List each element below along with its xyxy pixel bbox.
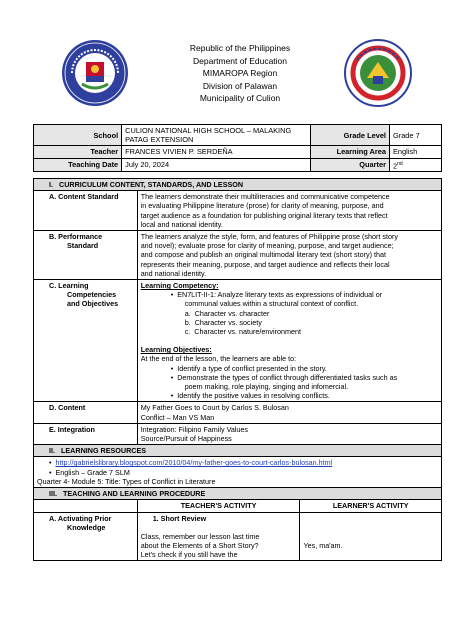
text-line: and national identity.: [140, 268, 207, 278]
conflict-text: Character vs. nature/environment: [194, 327, 301, 337]
objective-item: • Identify the positive values in resolving conflicts.: [170, 391, 330, 401]
text-line: and compose and publish an original multimodal literary text (short story) that: [140, 250, 386, 260]
competencies-label: [34, 280, 138, 402]
resources-list: [34, 457, 442, 488]
competency-line: • EN7LIT-II-1: Analyze literary texts as expressions of individual or: [170, 290, 383, 300]
content-label: [34, 402, 138, 423]
integration-label: [34, 423, 138, 444]
objective-text: Demonstrate the types of conflict through differentiated tasks such as: [177, 372, 398, 382]
label-line: Competencies: [67, 290, 117, 300]
section-title: LEARNING RESOURCES: [61, 446, 147, 456]
grade-level-label: Grade Level: [310, 125, 389, 146]
conflict-item: a. Character vs. character: [184, 308, 270, 318]
activity-header-blank: [34, 500, 138, 512]
section-number: II.: [49, 446, 55, 456]
teacher-label: Teacher: [34, 146, 122, 158]
competencies-row: [34, 280, 442, 402]
section-row-procedure: [34, 488, 442, 500]
section-title: CURRICULUM CONTENT, STANDARDS, AND LESSON: [59, 180, 244, 189]
school-value: CULION NATIONAL HIGH SCHOOL – MALAKING PATAG EXTENSION: [122, 125, 311, 146]
conflict-item: c. Character vs. nature/environment: [184, 327, 301, 337]
label-line: and Objectives: [67, 299, 119, 309]
text-line: Integration: Filipino Family Values: [140, 424, 249, 434]
content-text: [137, 402, 441, 423]
section-number: III.: [49, 489, 57, 499]
section-number: I.: [49, 180, 53, 189]
content-standard-text: [137, 191, 441, 231]
quarter-value: [389, 158, 441, 172]
competencies-text: [137, 280, 441, 402]
culion-district-seal-logo: [343, 38, 413, 108]
learning-area-label: Learning Area: [310, 146, 389, 158]
text-line: The learners analyze the style, form, and features of Philippine prose (short story: [140, 232, 398, 242]
header-line-municipality: Municipality of Culion: [199, 93, 281, 103]
resource-item: • English – Grade 7 SLM: [49, 467, 130, 477]
objectives-title: Learning Objectives:: [140, 345, 212, 355]
grade-level-value: Grade 7: [389, 125, 441, 146]
text-line: Source/Pursuit of Happiness: [140, 434, 232, 444]
objectives-intro: At the end of the lesson, the learners are able to:: [140, 354, 297, 364]
text-line: target audience as a foundation for publishing original literary texts that reflect: [140, 210, 388, 220]
teaching-date-label: Teaching Date: [34, 158, 122, 172]
competency-line: communal values within a structural context of conflict.: [184, 299, 359, 309]
performance-standard-row: [34, 231, 442, 280]
curriculum-table: [33, 178, 442, 561]
section-row-resources: [34, 445, 442, 457]
objective-item: poem making, role playing, singing and infomercial.: [184, 382, 349, 392]
integration-text: [137, 423, 441, 444]
resources-row: [34, 457, 442, 488]
label-line: Standard: [67, 241, 99, 251]
activating-knowledge-label: [34, 512, 138, 561]
performance-standard-label: [34, 231, 138, 280]
label-line: A. Activating Prior: [49, 513, 112, 523]
header-line-division: Division of Palawan: [202, 80, 278, 91]
integration-row: [34, 423, 442, 444]
quarter-suffix: nd: [397, 160, 403, 167]
content-row: [34, 402, 442, 423]
conflict-item: b. Character vs. society: [184, 317, 262, 327]
teacher-activity-cell: [137, 512, 300, 561]
learner-activity-cell: [300, 512, 442, 561]
text-line: and novel); evaluate prose for clarity of meaning, purpose, and target audience;: [140, 241, 394, 251]
short-review-step: 1. Short Review: [152, 513, 207, 523]
conflict-text: Character vs. society: [194, 317, 262, 327]
teacher-value: FRANCES VIVIEN P. SERDEÑA: [122, 146, 311, 158]
section-title: TEACHING AND LEARNING PROCEDURE: [63, 489, 206, 499]
label-line: Knowledge: [67, 522, 106, 532]
competency-text: EN7LIT-II-1: Analyze literary texts as expressions of individual or: [177, 290, 383, 300]
integration-label-text: E. Integration: [49, 424, 95, 434]
header-line-republic: Republic of the Philippines: [189, 43, 291, 53]
teaching-date-value: July 20, 2024: [122, 158, 311, 172]
objective-text: Identify the positive values in resolving conflicts.: [177, 391, 330, 401]
objective-item: • Demonstrate the types of conflict through differentiated tasks such as: [170, 372, 398, 382]
deped-seal-logo: [60, 38, 130, 108]
section-row-curriculum: [34, 179, 442, 191]
resource-link[interactable]: http://gabrielslibrary.blogspot.com/2010/04/my-father-goes-to-court-carlos-bulosan.html: [55, 458, 333, 468]
text-line: The learners demonstrate their multiliteracies and communicative competence: [140, 192, 390, 202]
activity-header-row: [34, 500, 442, 512]
school-label: School: [34, 125, 122, 146]
content-standard-label: [34, 191, 138, 231]
resource-item: • http://gabrielslibrary.blogspot.com/2010/04/my-father-goes-to-court-carlos-bulosan.html: [49, 458, 333, 468]
text-line: local and national identity.: [140, 219, 223, 229]
content-standard-label-text: A. Content Standard: [49, 192, 119, 202]
label-line: C. Learning: [49, 281, 89, 291]
text-line: in evaluating Philippine literature (prose) for clarity of meaning, purpose, and: [140, 201, 384, 211]
learner-response: Yes, ma'am.: [303, 540, 343, 550]
quarter-number: 2: [392, 161, 398, 171]
resource-item: Quarter 4- Module 5: Title: Types of Conflict in Literature: [37, 476, 216, 486]
content-standard-row: [34, 191, 442, 231]
text-line: represents their meaning, purpose, and target audience and reflects their local: [140, 259, 390, 269]
header-line-region: MIMAROPA Region: [202, 68, 278, 78]
resource-text: English – Grade 7 SLM: [55, 467, 130, 477]
objective-text: Identify a type of conflict presented in the story.: [177, 363, 327, 373]
text-line: about the Elements of a Short Story?: [140, 540, 259, 550]
text-line: Let's check if you still have the: [140, 550, 238, 560]
quarter-label: Quarter: [310, 158, 389, 172]
text-line: My Father Goes to Court by Carlos S. Bulosan: [140, 403, 289, 413]
teacher-activity-header: TEACHER'S ACTIVITY: [137, 500, 300, 512]
lesson-info-table: [33, 124, 442, 172]
label-line: B. Performance: [49, 232, 103, 242]
conflict-text: Character vs. character: [194, 308, 270, 318]
header-line-department: Department of Education: [192, 55, 288, 66]
performance-standard-text: [137, 231, 441, 280]
learning-area-value: English: [389, 146, 441, 158]
header-text: [150, 42, 330, 105]
text-line: Class, remember our lesson last time: [140, 531, 260, 541]
text-line: Conflict – Man VS Man: [140, 412, 215, 422]
activating-knowledge-row: [34, 512, 442, 561]
competency-title: Learning Competency:: [140, 281, 219, 291]
content-label-text: D. Content: [49, 403, 86, 413]
objective-item: • Identify a type of conflict presented in the story.: [170, 363, 327, 373]
learner-activity-header: LEARNER'S ACTIVITY: [300, 500, 442, 512]
